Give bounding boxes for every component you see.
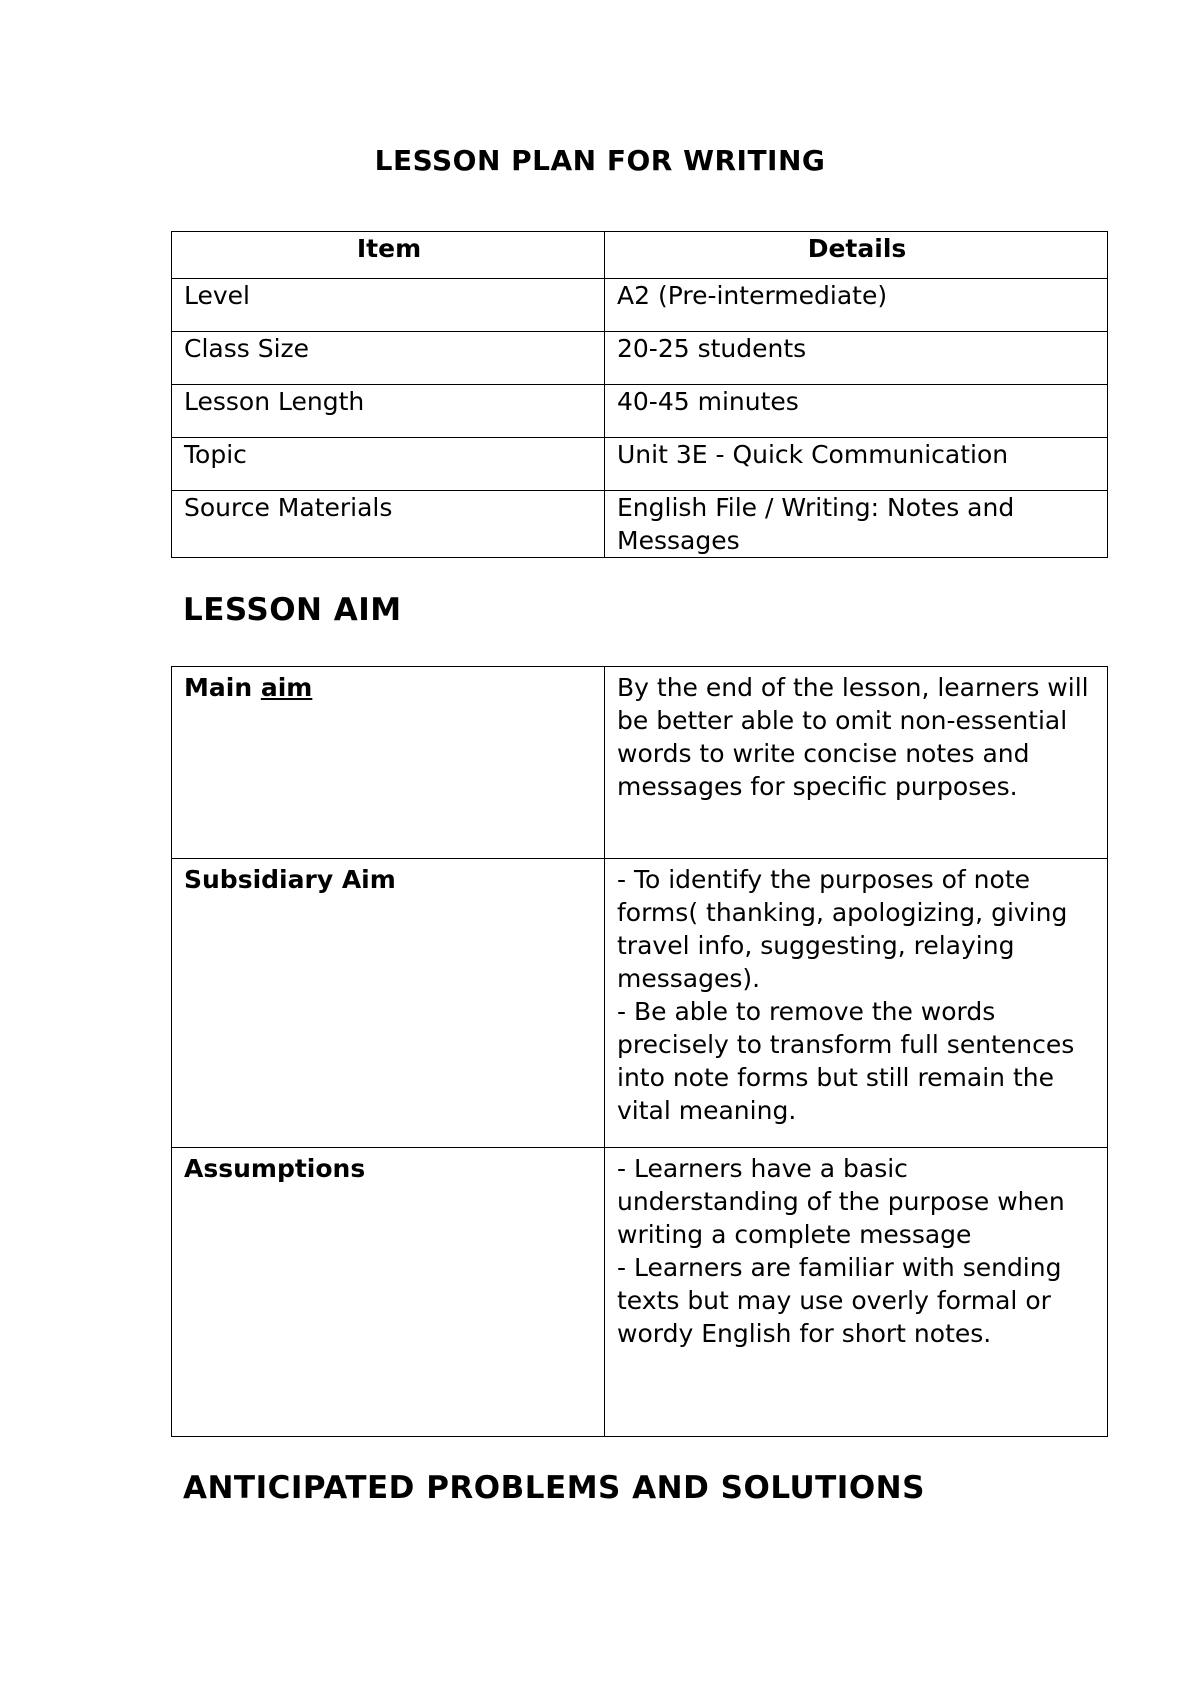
row-item-details: English File / Writing: Notes and Messages — [605, 491, 1108, 558]
row-item-label: Class Size — [172, 332, 605, 385]
subsidiary-aim-row — [172, 859, 1108, 1148]
assumptions-row — [172, 1148, 1108, 1437]
row-item-details: Unit 3E - Quick Communication — [605, 438, 1108, 491]
lesson-aim-table — [171, 666, 1108, 1437]
row-item-label: Lesson Length — [172, 385, 605, 438]
subsidiary-aim-line: - To identify the purposes of note forms( thanking, apologizing, giving travel info, suggesting, relaying messages). — [617, 865, 1068, 993]
row-item-details: 40-45 minutes — [605, 385, 1108, 438]
assumptions-text — [605, 1148, 1108, 1437]
row-item-label: Topic — [172, 438, 605, 491]
subsidiary-aim-text — [605, 859, 1108, 1148]
anticipated-problems-heading: ANTICIPATED PROBLEMS AND SOLUTIONS — [183, 1470, 925, 1506]
main-aim-row — [172, 667, 1108, 859]
lesson-aim-heading: LESSON AIM — [183, 592, 402, 628]
column-header-details: Details — [605, 232, 1108, 279]
table-row — [172, 491, 1108, 558]
assumptions-label: Assumptions — [172, 1148, 605, 1437]
table-header-row — [172, 232, 1108, 279]
row-item-label: Level — [172, 279, 605, 332]
assumptions-line: - Learners are familiar with sending texts but may use overly formal or wordy English for short notes. — [617, 1253, 1062, 1348]
row-item-label: Source Materials — [172, 491, 605, 558]
document-title: LESSON PLAN FOR WRITING — [374, 144, 826, 177]
main-aim-label-underlined: aim — [260, 673, 313, 702]
table-row — [172, 332, 1108, 385]
assumptions-line: - Learners have a basic understanding of the purpose when writing a complete message — [617, 1154, 1065, 1249]
lesson-info-table — [171, 231, 1108, 558]
table-row — [172, 438, 1108, 491]
row-item-details: 20-25 students — [605, 332, 1108, 385]
main-aim-label-prefix: Main — [184, 673, 261, 702]
table-row — [172, 385, 1108, 438]
row-item-details: A2 (Pre-intermediate) — [605, 279, 1108, 332]
main-aim-label — [172, 667, 605, 859]
subsidiary-aim-label: Subsidiary Aim — [172, 859, 605, 1148]
main-aim-text: By the end of the lesson, learners will be better able to omit non-essential words to write concise notes and messages for specific purposes. — [605, 667, 1108, 859]
table-row — [172, 279, 1108, 332]
subsidiary-aim-line: - Be able to remove the words precisely to transform full sentences into note forms but still remain the vital meaning. — [617, 997, 1075, 1125]
column-header-item: Item — [172, 232, 605, 279]
